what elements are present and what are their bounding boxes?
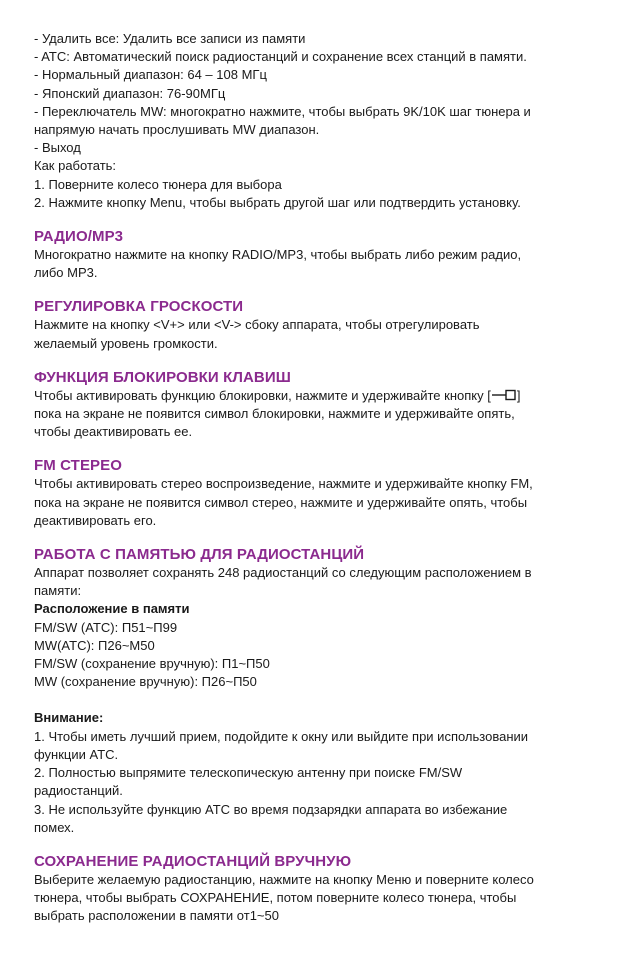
volume-line-2: желаемый уровень громкости. xyxy=(34,335,218,351)
attention-item-3-cont: помех. xyxy=(34,819,75,835)
fm-stereo-line-1: Чтобы активировать стерео воспроизведение, нажмите и удерживайте кнопку FM, xyxy=(34,476,533,492)
keylock-line-1-prefix: Чтобы активировать функцию блокировки, нажмите и удерживайте кнопку [ xyxy=(34,387,491,403)
intro-line-delete-all: - Удалить все: Удалить все записи из памяти xyxy=(34,31,306,46)
manual-save-heading: СОХРАНЕНИЕ РАДИОСТАНЦИЙ ВРУЧНУЮ xyxy=(34,852,352,870)
manual-page xyxy=(34,30,594,926)
memory-location-fm-manual: FM/SW (сохранение вручную): П1~П50 xyxy=(34,656,270,672)
keylock-heading: ФУНКЦИЯ БЛОКИРОВКИ КЛАВИШ xyxy=(34,368,291,386)
manual-save-section xyxy=(34,852,594,926)
memory-location-mw-atc: MW(ATC): П26~M50 xyxy=(34,637,155,653)
intro-line-mw-switch-cont: напрямую начать прослушивать MW диапазон. xyxy=(34,122,320,138)
manual-save-line-2: тюнера, чтобы выбрать СОХРАНЕНИЕ, потом поверните колесо тюнера, чтобы xyxy=(34,890,517,906)
keylock-line-3: чтобы деактивировать ее. xyxy=(34,424,193,440)
attention-item-2-cont: радиостанций. xyxy=(34,783,123,799)
intro-line-mw-switch: - Переключатель MW: многократно нажмите, чтобы выбрать 9K/10K шаг тюнера и xyxy=(34,103,531,119)
intro-line-how-to: Как работать: xyxy=(34,158,117,174)
volume-line-1: Нажмите на кнопку <V+> или <V-> сбоку аппарата, чтобы отрегулировать xyxy=(34,317,480,333)
attention-item-3: 3. Не используйте функцию ATC во время подзарядки аппарата во избежание xyxy=(34,801,508,817)
fm-stereo-line-2: пока на экране не появится символ стерео, нажмите и удерживайте опять, чтобы xyxy=(34,494,528,510)
memory-location-fm-atc: FM/SW (ATC): П51~П99 xyxy=(34,619,178,635)
keylock-section xyxy=(34,368,594,442)
attention-item-1-cont: функции ATC. xyxy=(34,746,119,762)
attention-item-2: 2. Полностью выпрямите телескопическую антенну при поиске FM/SW xyxy=(34,765,463,781)
fm-stereo-section xyxy=(34,456,594,530)
intro-line-atc: - ATC: Автоматический поиск радиостанций и сохранение всех станций в памяти. xyxy=(34,49,527,65)
intro-step-1: 1. Поверните колесо тюнера для выбора xyxy=(34,176,282,192)
radio-mp3-section xyxy=(34,227,594,282)
radio-mp3-line-2: либо MP3. xyxy=(34,265,98,281)
radio-mp3-heading: РАДИО/MP3 xyxy=(34,228,124,246)
key-lock-icon xyxy=(491,388,517,400)
intro-line-exit: - Выход xyxy=(34,140,81,156)
volume-heading: РЕГУЛИРОВКА ГРОСКОСТИ xyxy=(34,298,244,316)
attention-label: Внимание: xyxy=(34,710,104,726)
keylock-line-1 xyxy=(34,387,594,405)
memory-location-mw-manual: MW (сохранение вручную): П26~П50 xyxy=(34,674,257,690)
attention-item-1: 1. Чтобы иметь лучший прием, подойдите к окну или выйдите при использовании xyxy=(34,728,529,744)
manual-save-line-1: Выберите желаемую радиостанцию, нажмите на кнопку Меню и поверните колесо xyxy=(34,871,534,887)
intro-section xyxy=(34,30,594,212)
memory-heading: РАБОТА С ПАМЯТЬЮ ДЛЯ РАДИОСТАНЦИЙ xyxy=(34,546,365,564)
intro-step-2: 2. Нажмите кнопку Menu, чтобы выбрать другой шаг или подтвердить установку. xyxy=(34,194,521,210)
fm-stereo-line-3: деактивировать его. xyxy=(34,512,157,528)
memory-location-label: Расположение в памяти xyxy=(34,601,190,617)
keylock-line-2: пока на экране не появится символ блокировки, нажмите и удерживайте опять, xyxy=(34,406,515,422)
fm-stereo-heading: FM СТЕРЕО xyxy=(34,457,123,475)
volume-section xyxy=(34,297,594,352)
manual-save-line-3: выбрать расположении в памяти от1~50 xyxy=(34,908,279,924)
memory-section xyxy=(34,545,594,691)
memory-line-2: памяти: xyxy=(34,583,82,599)
memory-line-1: Аппарат позволяет сохранять 248 радиостанций со следующим расположением в xyxy=(34,565,532,581)
intro-line-japan-band: - Японский диапазон: 76-90МГц xyxy=(34,85,226,101)
keylock-line-1-suffix: ] xyxy=(516,387,521,403)
attention-section xyxy=(34,709,594,836)
intro-line-normal-band: - Нормальный диапазон: 64 – 108 МГц xyxy=(34,67,267,83)
radio-mp3-line-1: Многократно нажмите на кнопку RADIO/MP3, чтобы выбрать либо режим радио, xyxy=(34,247,522,263)
